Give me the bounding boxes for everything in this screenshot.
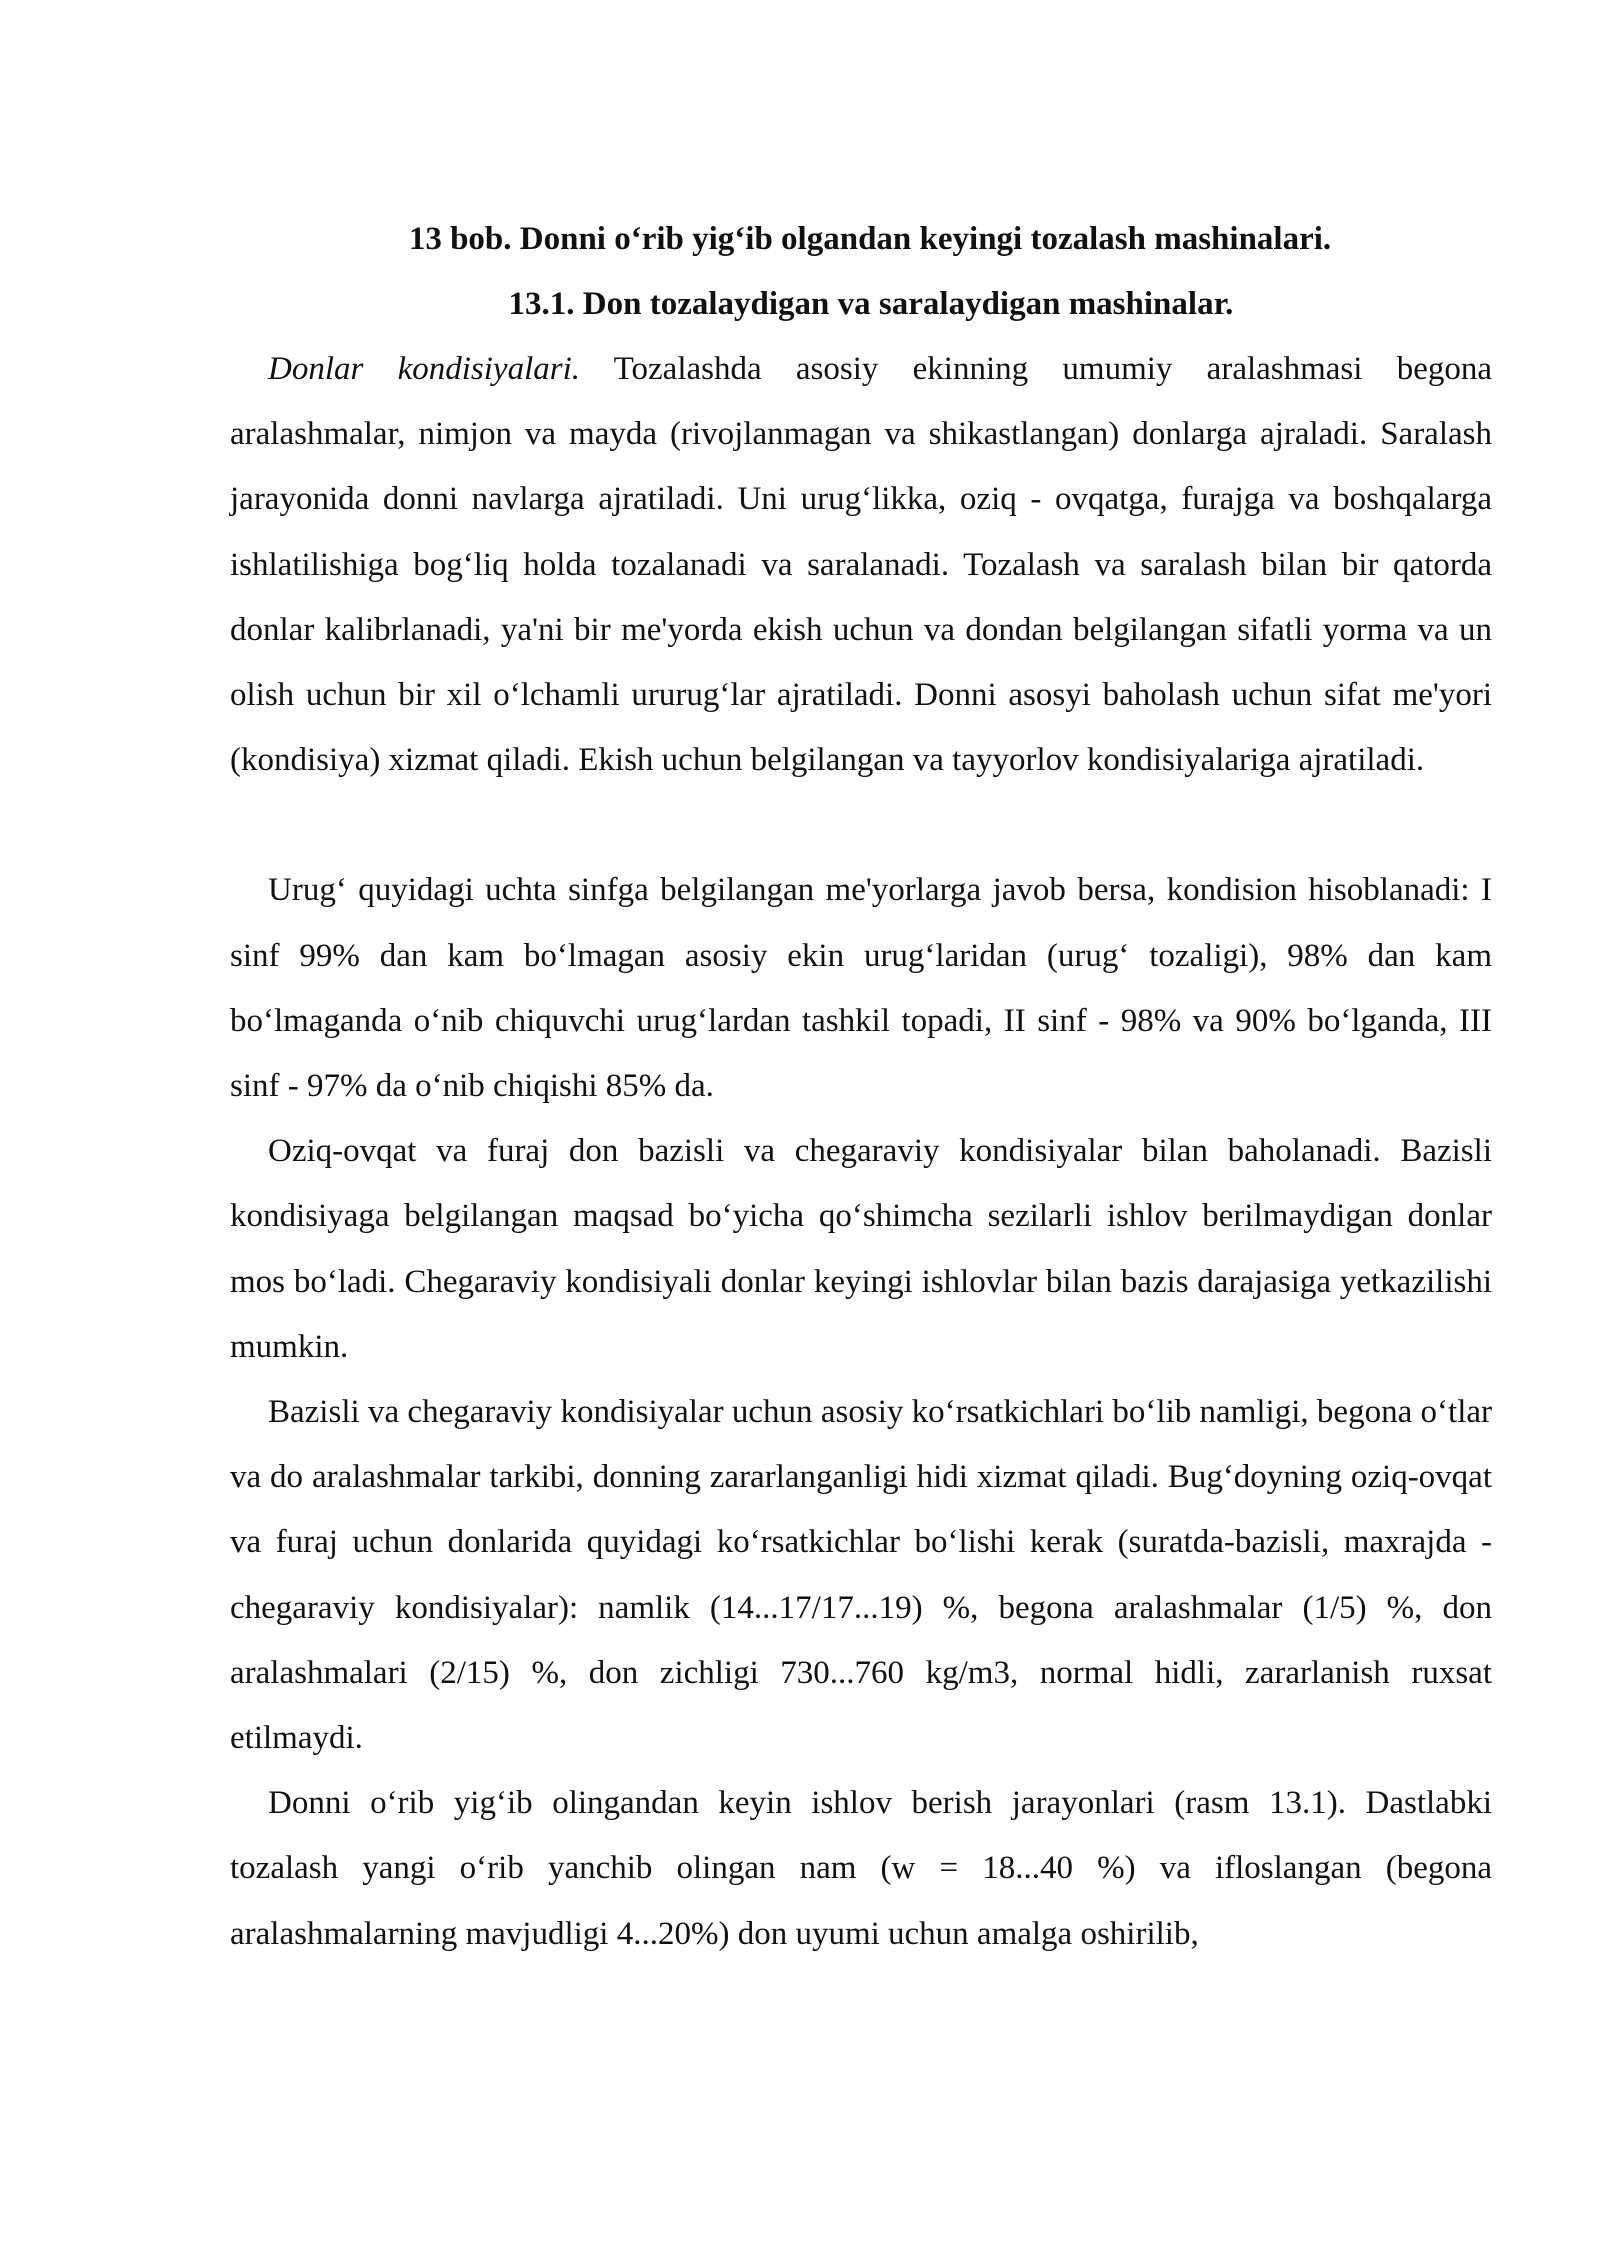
intro-term: Donlar kondisiyalari. (268, 351, 581, 387)
paragraph-gap (230, 793, 1492, 858)
chapter-title: 13 bob. Donni o‘rib yig‘ib olgandan keyingi tozalash mashinalari. (408, 221, 1332, 257)
paragraph-food-feed: Oziq-ovqat va furaj don bazisli va chegaraviy kondisiyalar bilan baholanadi. Bazisli kondisiyaga belgilangan maqsad bo‘yicha qo‘shimcha sezilarli ishlov berilmaydigan donlar mos bo‘ladi. Chegaraviy kondisiyali donlar keyingi ishlovlar bilan bazis darajasiga yetkazilishi mumkin. (230, 1133, 1492, 1365)
document-page (230, 207, 1492, 1967)
paragraph-seed-classes: Urug‘ quyidagi uchta sinfga belgilangan me'yorlarga javob bersa, kondision hisoblanadi: I sinf 99% dan kam bo‘lmagan asosiy ekin urug‘laridan (urug‘ tozaligi), 98% dan kam bo‘lmaganda o‘nib chiquvchi urug‘lardan tashkil topadi, II sinf - 98% va 90% bo‘lganda, III sinf - 97% da o‘nib chiqishi 85% da. (230, 872, 1492, 1105)
paragraph-processing: Donni o‘rib yig‘ib olingandan keyin ishlov berish jarayonlari (rasm 13.1). Dastlabki tozalash yangi o‘rib yanchib olingan nam (w = 18...40 %) va ifloslangan (begona aralashmalarning mavjudligi 4...20%) don uyumi uchun amalga oshirilib, (230, 1785, 1492, 1952)
intro-paragraph (230, 337, 1492, 793)
section-title: 13.1. Don tozalaydigan va saralaydigan mashinalar. (508, 286, 1234, 322)
intro-text: Tozalashda asosiy ekinning umumiy aralashmasi begona aralashmalar, nimjon va mayda (rivojlanmagan va shikastlangan) donlarga ajraladi. Saralash jarayonida donni navlarga ajratiladi. Uni urug‘likka, oziq - ovqatga, furajga va boshqalarga ishlatilishiga bog‘liq holda tozalanadi va saralanadi. Tozalash va saralash bilan bir qatorda donlar kalibrlanadi, ya'ni bir me'yorda ekish uchun va dondan belgilangan sifatli yorma va un olish uchun bir xil o‘lchamli ururug‘lar ajratiladi. Donni asosyi baholash uchun sifat me'yori (kondisiya) xizmat qiladi. Ekish uchun belgilangan va tayyorlov kondisiyalariga ajratiladi. (230, 351, 1493, 779)
paragraph-indicators: Bazisli va chegaraviy kondisiyalar uchun asosiy ko‘rsatkichlari bo‘lib namligi, begona o‘tlar va do aralashmalar tarkibi, donning zararlanganligi hidi xizmat qiladi. Bug‘doyning oziq-ovqat va furaj uchun donlarida quyidagi ko‘rsatkichlar bo‘lishi kerak (suratda-bazisli, maxrajda -chegaraviy kondisiyalar): namlik (14...17/17...19) %, begona aralashmalar (1/5) %, don aralashmalari (2/15) %, don zichligi 730...760 kg/m3, normal hidli, zararlanish ruxsat etilmaydi. (230, 1394, 1492, 1757)
